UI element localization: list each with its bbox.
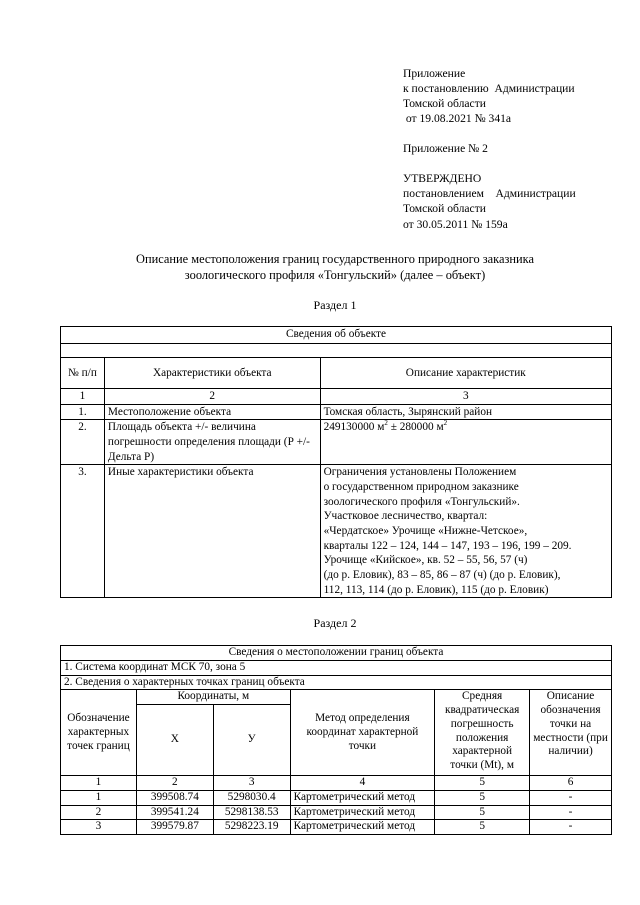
- point-x: 399508.74: [136, 790, 213, 805]
- description-line: «Чердатское» Урочище «Нижне-Четское»,: [323, 525, 528, 538]
- col-number: 3: [320, 389, 611, 405]
- appendix-line: Приложение: [403, 67, 466, 80]
- point-description: -: [530, 820, 612, 835]
- table-caption: Сведения о местоположении границ объекта: [61, 646, 612, 661]
- description-line: зоологического профиля «Тонгульский».: [323, 495, 520, 508]
- header-coordinates: Координаты, м: [136, 690, 290, 705]
- header-description: Описание характеристик: [320, 358, 611, 389]
- description-line: Участковое лесничество, квартал:: [323, 510, 488, 523]
- title-line: зоологического профиля «Тонгульский» (далее – объект): [184, 268, 486, 283]
- row-number: 1.: [61, 404, 105, 420]
- row-characteristic: Местоположение объекта: [104, 404, 320, 420]
- object-info-table: [60, 326, 612, 598]
- table-row: [61, 805, 612, 820]
- row-description: [320, 465, 611, 598]
- document-title: [60, 251, 610, 283]
- approved-line: Томской области: [403, 202, 486, 216]
- approved-line: УТВЕРЖДЕНО: [403, 172, 482, 186]
- point-y: 5298030.4: [213, 790, 290, 805]
- row-number: 3.: [61, 465, 105, 598]
- area-value: 249130000 м: [323, 421, 385, 434]
- table-row: [61, 420, 612, 465]
- title-line: Описание местоположения границ государственного природного заказника: [136, 252, 534, 266]
- table-row: [61, 820, 612, 835]
- appendix-line: от 19.08.2021 № 341а: [403, 112, 512, 126]
- description-line: кварталы 122 – 124, 144 – 147, 193 – 196, 199 – 209.: [323, 539, 572, 552]
- header-point: Обозначение характерных точек границ: [61, 690, 137, 776]
- header-point-description: Описание обозначения точки на местности (при наличии): [530, 690, 612, 776]
- approved-block: [403, 171, 635, 231]
- points-subtitle: 2. Сведения о характерных точках границ объекта: [61, 675, 612, 690]
- point-id: 3: [61, 820, 137, 835]
- point-method: Картометрический метод: [290, 805, 435, 820]
- col-number: 2: [136, 776, 213, 791]
- table-header-row: [61, 358, 612, 389]
- col-number: 5: [435, 776, 530, 791]
- approved-line: постановлением Администрации: [403, 187, 576, 201]
- table-caption: Сведения об объекте: [61, 327, 612, 344]
- section-2-label: Раздел 2: [313, 616, 357, 630]
- header-method: Метод определения координат характерной точки: [290, 690, 435, 776]
- area-unit-exponent: 2: [443, 419, 448, 428]
- table-row: [61, 465, 612, 598]
- col-number: 3: [213, 776, 290, 791]
- description-line: (до р. Еловик), 83 – 85, 86 – 87 (ч) (до р. Еловик),: [323, 569, 561, 582]
- table-spacer-row: [61, 344, 612, 358]
- description-line: о государственном природном заказнике: [323, 481, 519, 494]
- description-line: Ограничения установлены Положением: [323, 466, 517, 479]
- point-error: 5: [435, 790, 530, 805]
- col-number: 4: [290, 776, 435, 791]
- point-x: 399541.24: [136, 805, 213, 820]
- section-1-label: Раздел 1: [313, 298, 357, 312]
- table-header-row: [61, 690, 612, 705]
- col-number: 1: [61, 389, 105, 405]
- col-number: 1: [61, 776, 137, 791]
- appendix-line: Томской области: [403, 97, 486, 111]
- description-line: Урочище «Кийское», кв. 52 – 55, 56, 57 (ч): [323, 554, 528, 567]
- point-id: 1: [61, 790, 137, 805]
- point-method: Картометрический метод: [290, 790, 435, 805]
- approved-line: от 30.05.2011 № 159а: [403, 217, 508, 231]
- row-number: 2.: [61, 420, 105, 465]
- point-error: 5: [435, 805, 530, 820]
- document-header: [403, 66, 635, 247]
- boundary-points-table: [60, 645, 612, 835]
- table-row: [61, 404, 612, 420]
- row-description: [320, 420, 611, 465]
- point-description: -: [530, 805, 612, 820]
- appendix-line: к постановлению Администрации: [403, 82, 575, 96]
- header-x: Х: [136, 705, 213, 776]
- row-description: Томская область, Зырянский район: [320, 404, 611, 420]
- point-error: 5: [435, 820, 530, 835]
- point-method: Картометрический метод: [290, 820, 435, 835]
- description-line: 112, 113, 114 (до р. Еловик), 115 (до р. Еловик): [323, 583, 549, 596]
- col-number: 6: [530, 776, 612, 791]
- row-characteristic: Площадь объекта +/- величина погрешности определения площади (Р +/- Дельта Р): [104, 420, 320, 465]
- point-y: 5298223.19: [213, 820, 290, 835]
- table-number-row: [61, 389, 612, 405]
- header-error: Средняя квадратическая погрешность положения характерной точки (Мt), м: [435, 690, 530, 776]
- point-y: 5298138.53: [213, 805, 290, 820]
- area-error: ± 280000 м: [387, 421, 444, 434]
- table-number-row: [61, 776, 612, 791]
- header-characteristic: Характеристики объекта: [104, 358, 320, 389]
- row-characteristic: Иные характеристики объекта: [104, 465, 320, 598]
- header-y: У: [213, 705, 290, 776]
- point-id: 2: [61, 805, 137, 820]
- header-number: № п/п: [61, 358, 105, 389]
- area-unit-exponent: 2: [384, 419, 388, 428]
- coordinate-system: 1. Система координат МСК 70, зона 5: [61, 660, 612, 675]
- point-description: -: [530, 790, 612, 805]
- appendix-number: Приложение № 2: [403, 142, 488, 156]
- col-number: 2: [104, 389, 320, 405]
- point-x: 399579.87: [136, 820, 213, 835]
- appendix-block: [403, 66, 635, 126]
- table-row: [61, 790, 612, 805]
